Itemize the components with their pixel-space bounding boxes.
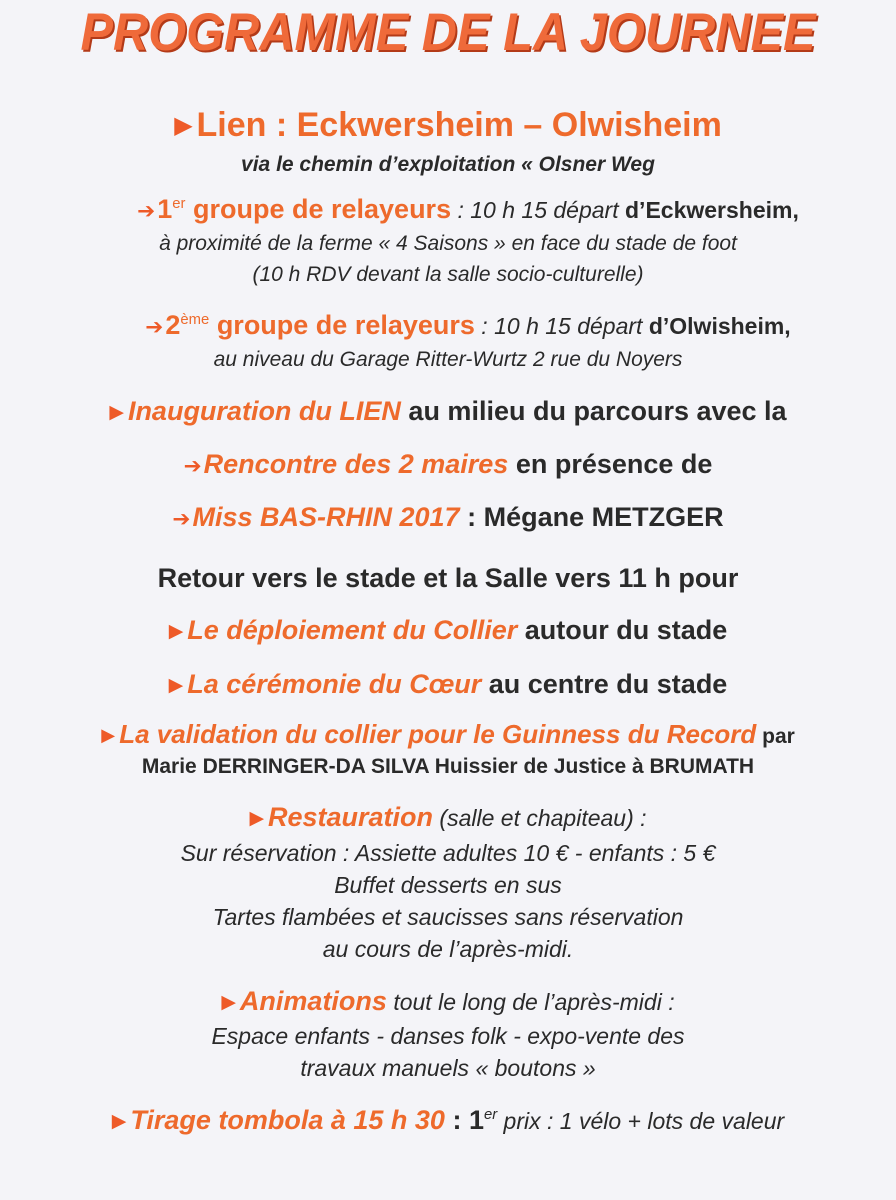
group1-line2: à proximité de la ferme « 4 Saisons » en face du stade de foot (159, 232, 737, 255)
arrow-bullet-icon: ➔ (183, 453, 202, 478)
animations-line-2: travaux manuels « boutons » (300, 1055, 596, 1081)
inauguration-line: ▶ Inauguration du LIEN au milieu du parcours avec la (109, 396, 787, 426)
arrow-bullet-icon: ➔ (145, 314, 164, 339)
group1-heading: ➔1er groupe de relayeurs : 10 h 15 départ d’Eckwersheim, (137, 194, 799, 224)
miss-line: ➔Miss BAS-RHIN 2017 : Mégane METZGER (172, 502, 724, 532)
arrow-bullet-icon: ➔ (172, 506, 191, 531)
restauration-line-1: Sur réservation : Assiette adultes 10 € - enfants : 5 € (180, 840, 716, 866)
animations-line-1: Espace enfants - danses folk - expo-vente des (211, 1023, 685, 1049)
arrow-bullet-icon: ➔ (137, 198, 156, 223)
restauration-line-2: Buffet desserts en sus (334, 872, 562, 898)
restauration-line-4: au cours de l’après-midi. (322, 936, 574, 962)
retour-line: Retour vers le stade et la Salle vers 11 h pour (157, 563, 739, 593)
group2-heading: ➔2ème groupe de relayeurs : 10 h 15 départ d’Olwisheim, (145, 310, 791, 340)
lien-heading: ▶ Lien : Eckwersheim – Olwisheim (174, 106, 722, 144)
triangle-bullet-icon: ▶ (109, 401, 124, 423)
page-title: PROGRAMME DE LA JOURNEE (80, 3, 816, 62)
triangle-bullet-icon: ▶ (168, 620, 184, 642)
deploiement-line: ▶ Le déploiement du Collier autour du stade (168, 615, 728, 645)
validation-line: ▶ La validation du collier pour le Guinness du Record par (101, 719, 795, 749)
restauration-line-3: Tartes flambées et saucisses sans réservation (212, 904, 684, 930)
triangle-bullet-icon: ▶ (168, 674, 184, 696)
validation-line2: Marie DERRINGER-DA SILVA Huissier de Justice à BRUMATH (141, 755, 755, 778)
group1-line3: (10 h RDV devant la salle socio-culturelle) (252, 263, 644, 286)
triangle-bullet-icon: ▶ (221, 991, 236, 1013)
ceremonie-line: ▶ La cérémonie du Cœur au centre du stade (168, 669, 728, 699)
group2-line2: au niveau du Garage Ritter-Wurtz 2 rue du Noyers (213, 348, 683, 371)
triangle-bullet-icon: ▶ (101, 724, 116, 745)
tombola-line: ▶ Tirage tombola à 15 h 30 : 1er prix : 1 vélo + lots de valeur (111, 1105, 785, 1135)
lien-subtitle: via le chemin d’exploitation « Olsner Weg (241, 153, 655, 176)
restauration-heading: ▶ Restauration (salle et chapiteau) : (249, 802, 647, 832)
triangle-bullet-icon: ▶ (111, 1110, 127, 1132)
animations-heading: ▶ Animations tout le long de l’après-midi : (221, 986, 675, 1016)
rencontre-line: ➔Rencontre des 2 maires en présence de (183, 449, 713, 479)
triangle-bullet-icon: ▶ (249, 807, 264, 829)
triangle-bullet-icon: ▶ (174, 112, 193, 140)
